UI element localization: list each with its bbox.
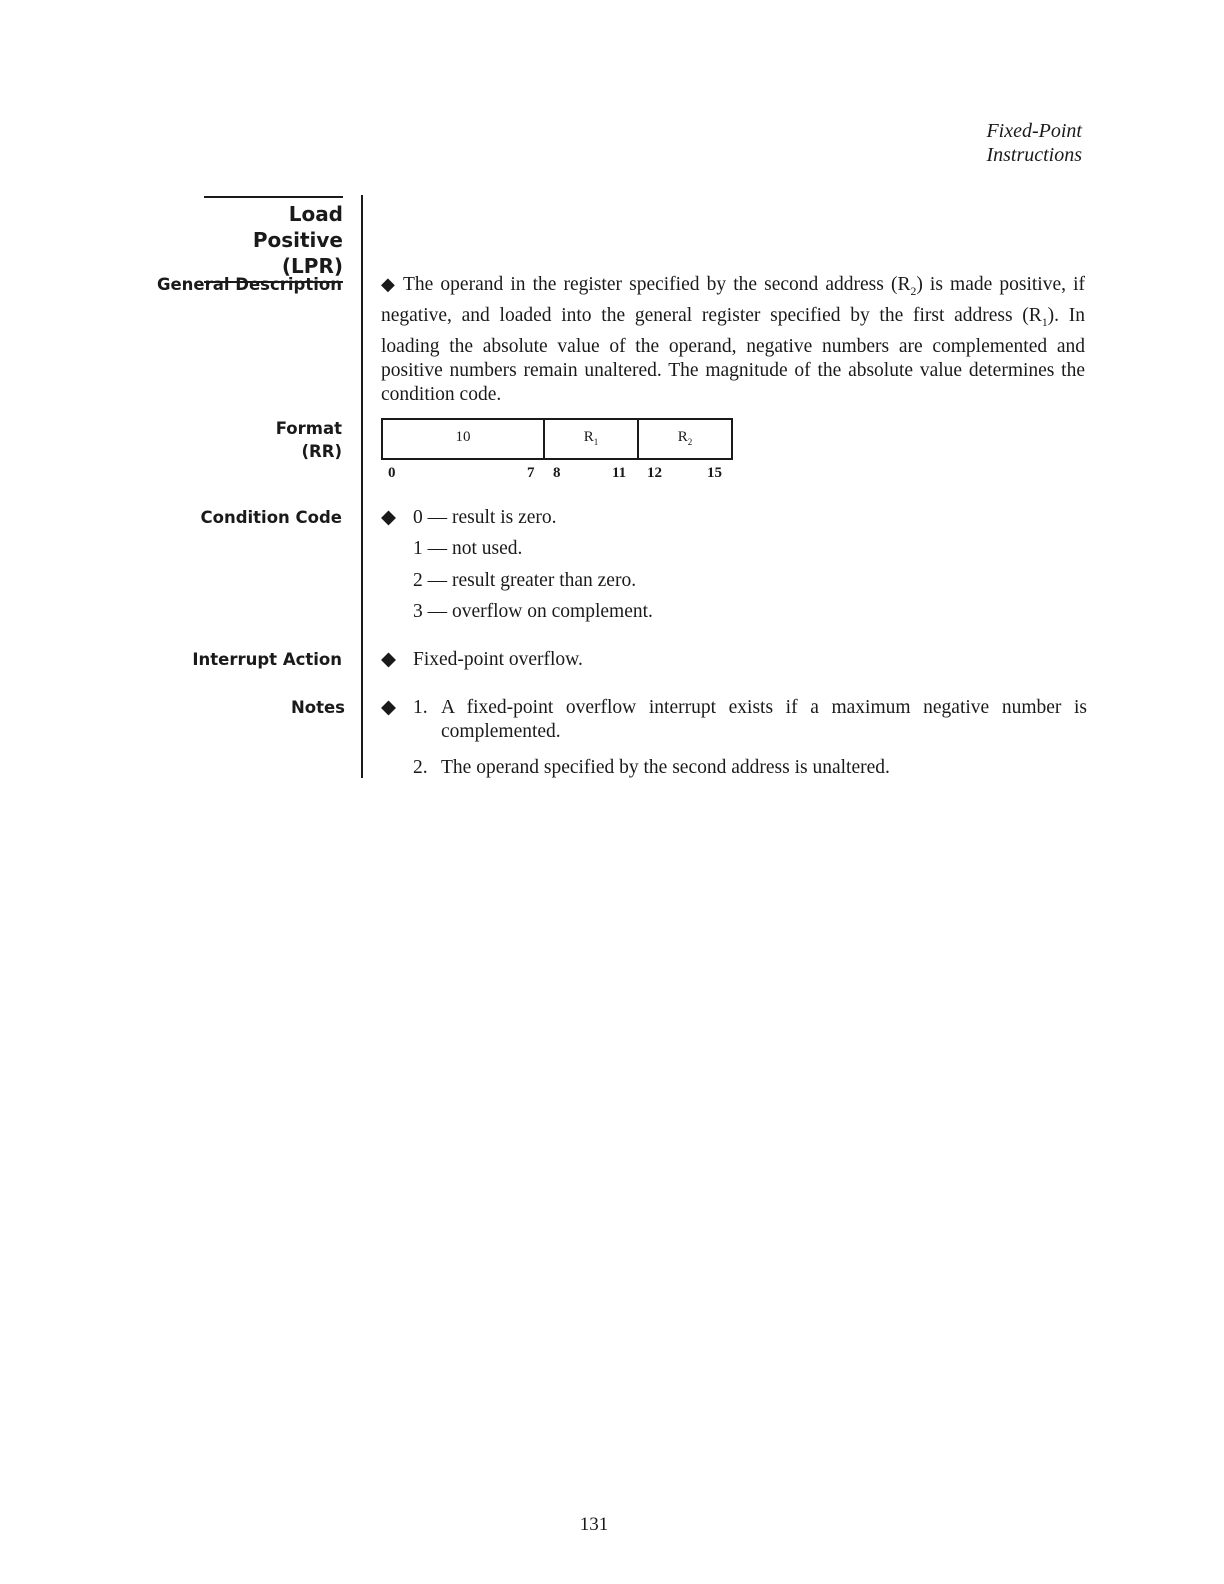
label-format-line1: Format (275, 419, 342, 438)
label-general-description: General Description (156, 275, 342, 294)
running-header (986, 119, 1082, 167)
condition-code-0: 0 — result is zero. (413, 507, 557, 528)
note-2-text: The operand specified by the second address is unaltered. (441, 757, 890, 778)
bullet-diamond-icon: ◆ (381, 507, 396, 528)
r1-field (545, 420, 639, 458)
label-format (276, 417, 342, 463)
desc-part1: The operand in the register specified by the second address (R (403, 274, 911, 295)
running-header-line2: Instructions (986, 144, 1082, 166)
r2-sub: 2 (687, 437, 693, 447)
bit-position-11: 11 (612, 465, 627, 481)
r1-base: R (583, 429, 594, 445)
title-line1: Load Positive (252, 202, 343, 252)
note-1-text: A fixed-point overflow interrupt exists if a maximum negative number is complemented. (441, 697, 1087, 742)
bit-position-12: 12 (647, 465, 662, 481)
bit-position-8: 8 (553, 465, 561, 481)
r1-sub: 1 (593, 437, 599, 447)
label-interrupt-action: Interrupt Action (192, 650, 342, 669)
note-2-number: 2. (413, 757, 428, 778)
desc-part2: ) is made positive, if negative, and loaded into the general register specified by the first address (R (381, 274, 1085, 326)
desc-part3: ). In loading the absolute value of the operand, negative numbers are complemented and positive numbers remain unaltered. The magnitude of the absolute value determines the condition code. (381, 304, 1085, 405)
desc-sub1: 1 (1041, 315, 1048, 329)
interrupt-action-text: Fixed-point overflow. (413, 649, 583, 670)
vertical-divider (361, 195, 363, 778)
condition-code-3: 3 — overflow on complement. (413, 601, 653, 622)
bit-position-15: 15 (707, 465, 722, 481)
title-line2: (LPR) (281, 254, 343, 278)
condition-code-2: 2 –– result greater than zero. (413, 570, 637, 591)
label-notes: Notes (290, 698, 345, 717)
bullet-diamond-icon: ◆ (381, 649, 396, 670)
desc-sub2: 2 (910, 284, 917, 298)
condition-code-1: 1 — not used. (413, 538, 523, 559)
bit-position-7: 7 (527, 465, 535, 481)
instruction-format-diagram (381, 418, 733, 460)
bullet-diamond-icon: ◆ (381, 697, 396, 718)
general-description-text (381, 272, 1085, 407)
instruction-title (204, 196, 343, 283)
bit-position-0: 0 (388, 465, 396, 481)
r2-field (639, 420, 731, 458)
bullet-diamond-icon: ◆ (381, 274, 395, 294)
label-format-line2: (RR) (301, 442, 342, 461)
r2-base: R (677, 429, 688, 445)
page-number: 131 (579, 1514, 609, 1535)
running-header-line1: Fixed-Point (986, 120, 1082, 142)
label-condition-code: Condition Code (200, 508, 342, 527)
note-1-number: 1. (413, 697, 428, 718)
opcode-field: 10 (383, 420, 545, 458)
